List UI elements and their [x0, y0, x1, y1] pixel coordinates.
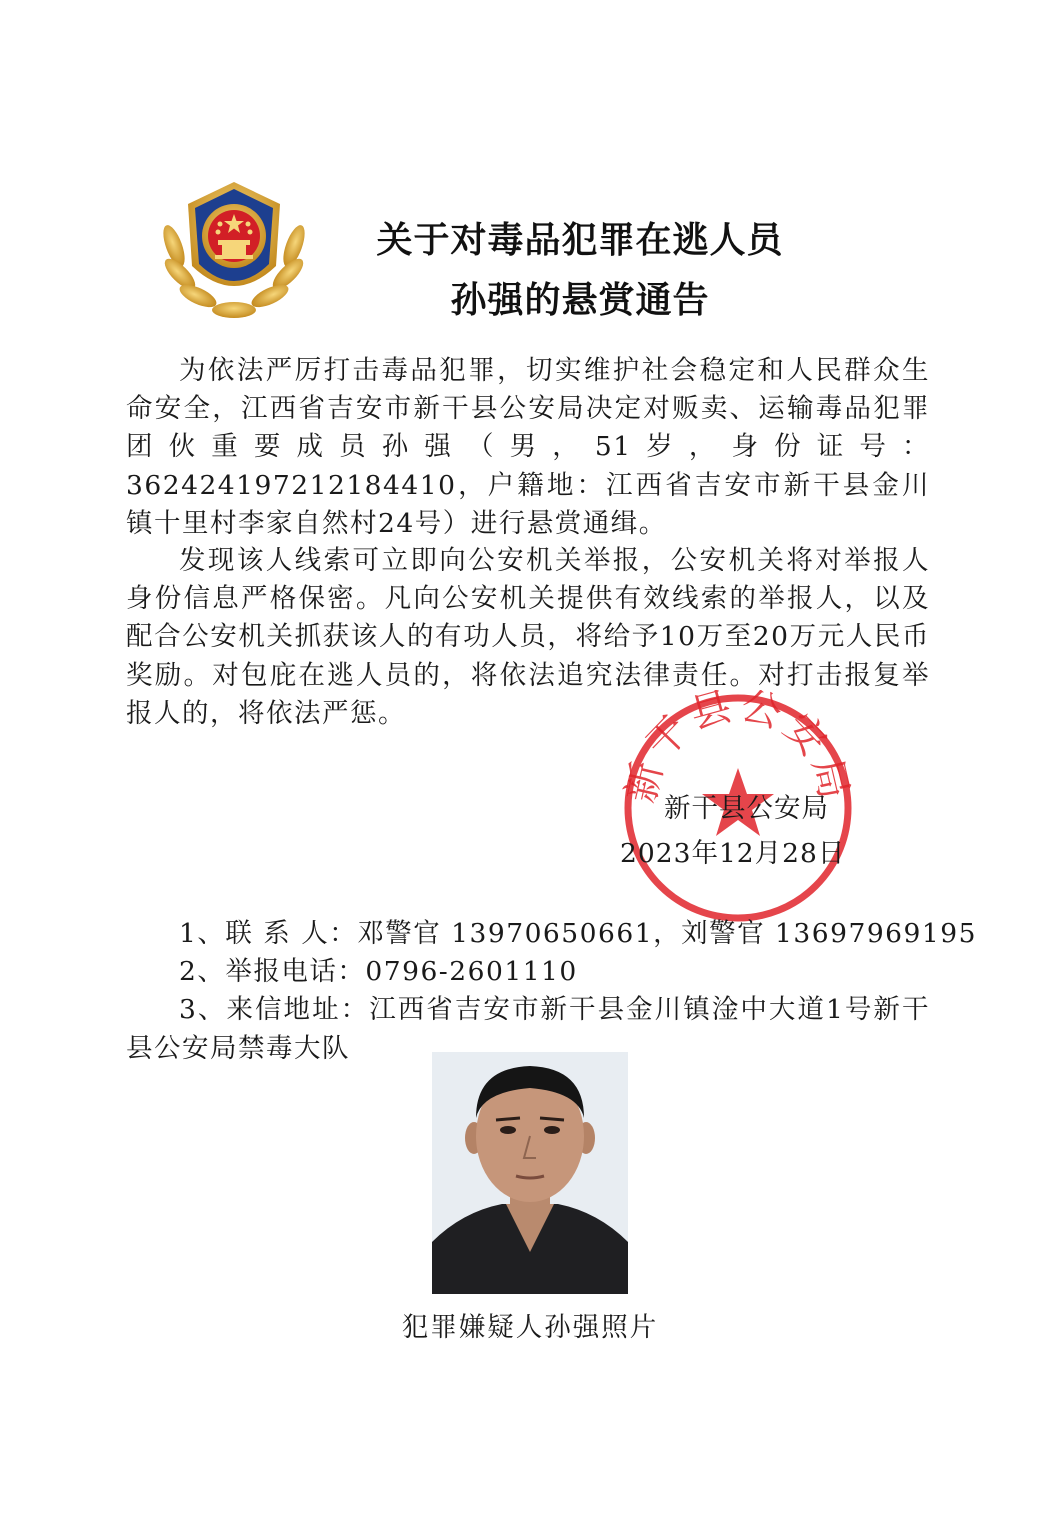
suspect-photo: [432, 1052, 628, 1294]
photo-caption: 犯罪嫌疑人孙强照片: [401, 1312, 659, 1343]
seal-text: 新干县公安局: [620, 690, 856, 808]
contact-persons: 1、联 系 人：邓警官 13970650661，刘警官 13697969195: [179, 918, 977, 949]
signature-date: 2023年12月28日: [620, 838, 846, 869]
notice-title-line2: 孙强的悬赏通告: [450, 279, 710, 321]
mail-address: 3、来信地址：江西省吉安市新干县金川镇淦中大道1号新干县公安局禁毒大队: [126, 994, 930, 1064]
notice-title-line1: 关于对毒品犯罪在逃人员: [376, 219, 784, 261]
body-paragraph-2: 发现该人线索可立即向公安机关举报，公安机关将对举报人身份信息严格保密。凡向公安机关提供有效线索的举报人，以及配合公安机关抓获该人的有功人员，将给予10万至20万元人民币奖励。对包庇在逃人员的，将依法追究法律责任。对打击报复举报人的，将依法严惩。: [126, 545, 930, 729]
body-paragraph-1: 为依法严厉打击毒品犯罪，切实维护社会稳定和人民群众生命安全，江西省吉安市新干县公安局决定对贩卖、运输毒品犯罪团伙重要成员孙强（男，51岁，身份证号：362424197212184410，户籍地：江西省吉安市新干县金川镇十里村李家自然村24号）进行悬赏通缉。: [126, 355, 930, 539]
police-emblem: [158, 176, 310, 322]
report-phone: 2、举报电话：0796-2601110: [179, 956, 578, 987]
signature-organization: 新干县公安局: [664, 793, 829, 824]
